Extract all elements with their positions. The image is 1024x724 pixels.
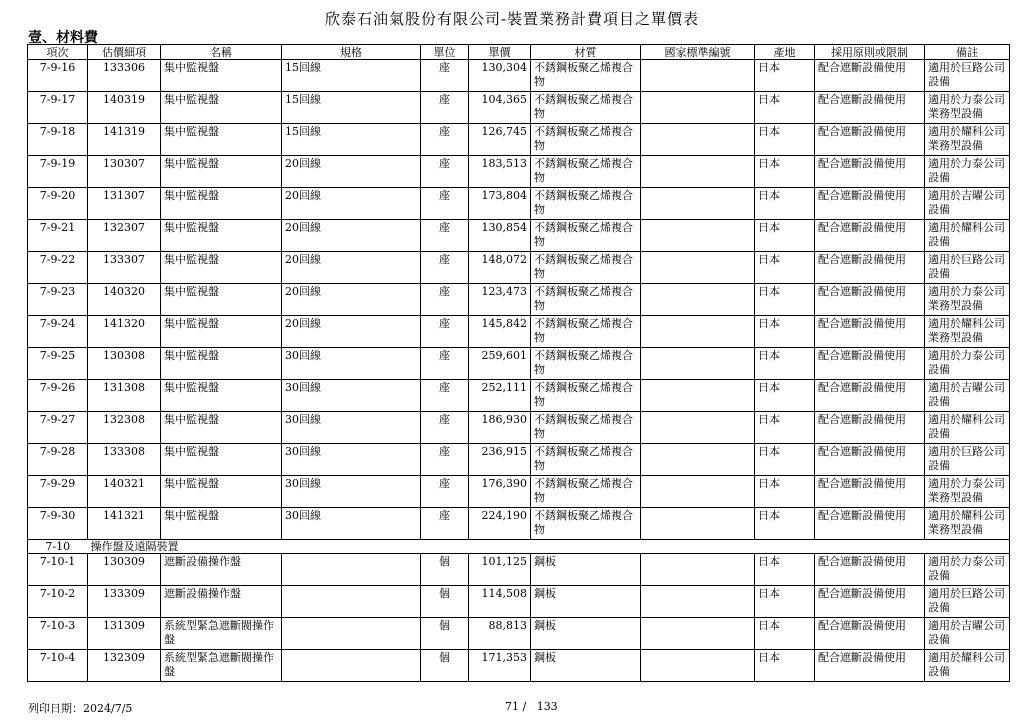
item-name-cell: 系統型緊急遮斷閥操作盤: [161, 650, 282, 682]
item-material-cell: 不銹鋼板聚乙烯複合物: [531, 380, 641, 412]
item-code-cell: 130308: [88, 348, 161, 380]
item-remark-cell: 適用於耀科公司設備: [925, 650, 1010, 682]
item-cns-cell: [641, 554, 755, 586]
item-principle-cell: 配合遮斷設備使用: [815, 650, 925, 682]
item-spec-cell: 30回線: [282, 508, 421, 540]
item-cns-cell: [641, 156, 755, 188]
item-spec-cell: 30回線: [282, 380, 421, 412]
group-no-cell: 7-10: [28, 540, 88, 554]
item-unit-cell: 座: [421, 252, 469, 284]
item-principle-cell: 配合遮斷設備使用: [815, 252, 925, 284]
item-cns-cell: [641, 650, 755, 682]
item-code-cell: 141319: [88, 124, 161, 156]
table-row: [28, 348, 1010, 380]
item-code-cell: 131307: [88, 188, 161, 220]
table-row: [28, 508, 1010, 540]
item-name-cell: 集中監視盤: [161, 252, 282, 284]
item-principle-cell: 配合遮斷設備使用: [815, 380, 925, 412]
item-remark-cell: 適用於力泰公司設備: [925, 348, 1010, 380]
item-remark-cell: 適用於吉曜公司設備: [925, 618, 1010, 650]
print-date: 列印日期：2024/7/5: [28, 702, 133, 715]
item-spec-cell: [282, 650, 421, 682]
item-remark-cell: 適用於耀科公司設備: [925, 412, 1010, 444]
item-principle-cell: 配合遮斷設備使用: [815, 124, 925, 156]
item-origin-cell: 日本: [755, 650, 815, 682]
item-no-cell: 7-9-27: [28, 412, 88, 444]
item-name-cell: 集中監視盤: [161, 92, 282, 124]
item-origin-cell: 日本: [755, 92, 815, 124]
item-price-cell: 101,125: [469, 554, 531, 586]
item-principle-cell: 配合遮斷設備使用: [815, 476, 925, 508]
table-row: [28, 618, 1010, 650]
item-name-cell: 集中監視盤: [161, 60, 282, 92]
item-name-cell: 集中監視盤: [161, 284, 282, 316]
item-material-cell: 不銹鋼板聚乙烯複合物: [531, 412, 641, 444]
table-row: [28, 284, 1010, 316]
item-material-cell: 鋼板: [531, 650, 641, 682]
item-origin-cell: 日本: [755, 188, 815, 220]
item-principle-cell: 配合遮斷設備使用: [815, 586, 925, 618]
item-material-cell: 不銹鋼板聚乙烯複合物: [531, 444, 641, 476]
header-cell: 估價細項: [88, 45, 161, 60]
item-principle-cell: 配合遮斷設備使用: [815, 444, 925, 476]
item-unit-cell: 座: [421, 188, 469, 220]
item-no-cell: 7-9-23: [28, 284, 88, 316]
item-price-cell: 259,601: [469, 348, 531, 380]
item-origin-cell: 日本: [755, 412, 815, 444]
item-spec-cell: 20回線: [282, 252, 421, 284]
item-cns-cell: [641, 60, 755, 92]
item-unit-cell: 座: [421, 348, 469, 380]
item-unit-cell: 座: [421, 380, 469, 412]
item-material-cell: 不銹鋼板聚乙烯複合物: [531, 60, 641, 92]
item-unit-cell: 座: [421, 444, 469, 476]
item-price-cell: 126,745: [469, 124, 531, 156]
item-origin-cell: 日本: [755, 284, 815, 316]
item-cns-cell: [641, 444, 755, 476]
item-remark-cell: 適用於耀科公司業務型設備: [925, 508, 1010, 540]
table-row: [28, 476, 1010, 508]
item-no-cell: 7-9-19: [28, 156, 88, 188]
item-cns-cell: [641, 124, 755, 156]
item-spec-cell: [282, 554, 421, 586]
item-principle-cell: 配合遮斷設備使用: [815, 618, 925, 650]
item-no-cell: 7-10-4: [28, 650, 88, 682]
item-remark-cell: 適用於吉曜公司設備: [925, 188, 1010, 220]
item-price-cell: 88,813: [469, 618, 531, 650]
section-heading: 壹、材料費: [28, 30, 98, 46]
table-row: [28, 412, 1010, 444]
item-origin-cell: 日本: [755, 586, 815, 618]
item-no-cell: 7-9-25: [28, 348, 88, 380]
item-principle-cell: 配合遮斷設備使用: [815, 92, 925, 124]
item-unit-cell: 個: [421, 554, 469, 586]
item-origin-cell: 日本: [755, 252, 815, 284]
table-row: [28, 554, 1010, 586]
item-material-cell: 不銹鋼板聚乙烯複合物: [531, 348, 641, 380]
item-no-cell: 7-10-1: [28, 554, 88, 586]
table-row: [28, 92, 1010, 124]
item-unit-cell: 個: [421, 618, 469, 650]
item-cns-cell: [641, 220, 755, 252]
item-cns-cell: [641, 586, 755, 618]
item-no-cell: 7-9-18: [28, 124, 88, 156]
item-no-cell: 7-9-24: [28, 316, 88, 348]
item-code-cell: 141320: [88, 316, 161, 348]
item-origin-cell: 日本: [755, 156, 815, 188]
table-row: [28, 252, 1010, 284]
item-principle-cell: 配合遮斷設備使用: [815, 156, 925, 188]
item-price-cell: 145,842: [469, 316, 531, 348]
item-principle-cell: 配合遮斷設備使用: [815, 60, 925, 92]
table-row: [28, 380, 1010, 412]
item-price-cell: 123,473: [469, 284, 531, 316]
item-cns-cell: [641, 316, 755, 348]
item-code-cell: 130309: [88, 554, 161, 586]
item-unit-cell: 座: [421, 60, 469, 92]
header-cell: 單價: [469, 45, 531, 60]
item-name-cell: 集中監視盤: [161, 444, 282, 476]
item-material-cell: 鋼板: [531, 586, 641, 618]
item-cns-cell: [641, 412, 755, 444]
item-code-cell: 131309: [88, 618, 161, 650]
item-material-cell: 鋼板: [531, 618, 641, 650]
item-cns-cell: [641, 380, 755, 412]
item-spec-cell: 20回線: [282, 156, 421, 188]
item-no-cell: 7-9-20: [28, 188, 88, 220]
item-origin-cell: 日本: [755, 444, 815, 476]
item-code-cell: 133308: [88, 444, 161, 476]
item-no-cell: 7-9-16: [28, 60, 88, 92]
item-unit-cell: 座: [421, 92, 469, 124]
item-remark-cell: 適用於巨路公司設備: [925, 252, 1010, 284]
item-no-cell: 7-9-17: [28, 92, 88, 124]
item-price-cell: 236,915: [469, 444, 531, 476]
item-material-cell: 不銹鋼板聚乙烯複合物: [531, 156, 641, 188]
item-material-cell: 不銹鋼板聚乙烯複合物: [531, 476, 641, 508]
header-cell: 產地: [755, 45, 815, 60]
item-code-cell: 141321: [88, 508, 161, 540]
item-spec-cell: 20回線: [282, 284, 421, 316]
item-unit-cell: 座: [421, 220, 469, 252]
item-cns-cell: [641, 188, 755, 220]
item-price-cell: 130,854: [469, 220, 531, 252]
item-spec-cell: 30回線: [282, 444, 421, 476]
item-price-cell: 173,804: [469, 188, 531, 220]
item-principle-cell: 配合遮斷設備使用: [815, 220, 925, 252]
item-principle-cell: 配合遮斷設備使用: [815, 348, 925, 380]
item-spec-cell: [282, 586, 421, 618]
item-origin-cell: 日本: [755, 508, 815, 540]
item-code-cell: 130307: [88, 156, 161, 188]
item-remark-cell: 適用於力泰公司業務型設備: [925, 284, 1010, 316]
item-name-cell: 系統型緊急遮斷閥操作盤: [161, 618, 282, 650]
item-price-cell: 130,304: [469, 60, 531, 92]
item-unit-cell: 個: [421, 650, 469, 682]
table-row: [28, 124, 1010, 156]
item-principle-cell: 配合遮斷設備使用: [815, 508, 925, 540]
header-cell: 材質: [531, 45, 641, 60]
item-spec-cell: 15回線: [282, 92, 421, 124]
item-price-cell: 171,353: [469, 650, 531, 682]
header-cell: 單位: [421, 45, 469, 60]
item-unit-cell: 個: [421, 586, 469, 618]
item-remark-cell: 適用於吉曜公司設備: [925, 380, 1010, 412]
item-origin-cell: 日本: [755, 476, 815, 508]
item-name-cell: 遮斷設備操作盤: [161, 586, 282, 618]
table-row: [28, 586, 1010, 618]
item-material-cell: 不銹鋼板聚乙烯複合物: [531, 508, 641, 540]
item-cns-cell: [641, 618, 755, 650]
item-name-cell: 集中監視盤: [161, 508, 282, 540]
item-remark-cell: 適用於力泰公司設備: [925, 156, 1010, 188]
item-price-cell: 252,111: [469, 380, 531, 412]
item-code-cell: 133307: [88, 252, 161, 284]
item-code-cell: 140320: [88, 284, 161, 316]
item-spec-cell: 15回線: [282, 60, 421, 92]
item-price-cell: 114,508: [469, 586, 531, 618]
item-remark-cell: 適用於巨路公司設備: [925, 586, 1010, 618]
item-no-cell: 7-9-26: [28, 380, 88, 412]
item-unit-cell: 座: [421, 476, 469, 508]
item-name-cell: 集中監視盤: [161, 220, 282, 252]
item-code-cell: 133306: [88, 60, 161, 92]
document-title: 欣泰石油氣股份有限公司-裝置業務計費項目之單價表: [324, 10, 700, 28]
item-name-cell: 遮斷設備操作盤: [161, 554, 282, 586]
item-unit-cell: 座: [421, 156, 469, 188]
item-code-cell: 140321: [88, 476, 161, 508]
item-principle-cell: 配合遮斷設備使用: [815, 412, 925, 444]
item-price-cell: 104,365: [469, 92, 531, 124]
item-unit-cell: 座: [421, 284, 469, 316]
item-origin-cell: 日本: [755, 348, 815, 380]
item-price-cell: 176,390: [469, 476, 531, 508]
item-remark-cell: 適用於耀科公司設備: [925, 220, 1010, 252]
item-material-cell: 不銹鋼板聚乙烯複合物: [531, 188, 641, 220]
item-principle-cell: 配合遮斷設備使用: [815, 284, 925, 316]
item-cns-cell: [641, 252, 755, 284]
item-origin-cell: 日本: [755, 618, 815, 650]
item-remark-cell: 適用於巨路公司設備: [925, 444, 1010, 476]
item-price-cell: 183,513: [469, 156, 531, 188]
item-spec-cell: [282, 618, 421, 650]
item-origin-cell: 日本: [755, 220, 815, 252]
item-spec-cell: 15回線: [282, 124, 421, 156]
item-spec-cell: 30回線: [282, 348, 421, 380]
item-origin-cell: 日本: [755, 316, 815, 348]
table-row: [28, 188, 1010, 220]
table-row: [28, 220, 1010, 252]
item-price-cell: 148,072: [469, 252, 531, 284]
item-origin-cell: 日本: [755, 124, 815, 156]
item-remark-cell: 適用於力泰公司設備: [925, 554, 1010, 586]
item-spec-cell: 30回線: [282, 476, 421, 508]
item-material-cell: 不銹鋼板聚乙烯複合物: [531, 220, 641, 252]
item-unit-cell: 座: [421, 124, 469, 156]
item-material-cell: 不銹鋼板聚乙烯複合物: [531, 252, 641, 284]
item-name-cell: 集中監視盤: [161, 124, 282, 156]
header-cell: 名稱: [161, 45, 282, 60]
item-name-cell: 集中監視盤: [161, 348, 282, 380]
item-code-cell: 133309: [88, 586, 161, 618]
item-origin-cell: 日本: [755, 380, 815, 412]
item-cns-cell: [641, 508, 755, 540]
item-principle-cell: 配合遮斷設備使用: [815, 554, 925, 586]
item-unit-cell: 座: [421, 508, 469, 540]
item-origin-cell: 日本: [755, 60, 815, 92]
item-no-cell: 7-9-21: [28, 220, 88, 252]
header-cell: 國家標準編號: [641, 45, 755, 60]
group-row: [28, 540, 1010, 554]
header-cell: 規格: [282, 45, 421, 60]
item-spec-cell: 20回線: [282, 188, 421, 220]
item-name-cell: 集中監視盤: [161, 412, 282, 444]
item-material-cell: 不銹鋼板聚乙烯複合物: [531, 92, 641, 124]
item-code-cell: 140319: [88, 92, 161, 124]
item-material-cell: 不銹鋼板聚乙烯複合物: [531, 284, 641, 316]
item-name-cell: 集中監視盤: [161, 316, 282, 348]
table-row: [28, 60, 1010, 92]
page-number: 71 / 133: [505, 700, 558, 713]
item-remark-cell: 適用於耀科公司業務型設備: [925, 316, 1010, 348]
item-spec-cell: 20回線: [282, 220, 421, 252]
item-name-cell: 集中監視盤: [161, 476, 282, 508]
item-cns-cell: [641, 284, 755, 316]
item-origin-cell: 日本: [755, 554, 815, 586]
item-remark-cell: 適用於耀科公司業務型設備: [925, 124, 1010, 156]
item-name-cell: 集中監視盤: [161, 380, 282, 412]
item-principle-cell: 配合遮斷設備使用: [815, 188, 925, 220]
item-no-cell: 7-10-2: [28, 586, 88, 618]
item-name-cell: 集中監視盤: [161, 188, 282, 220]
item-unit-cell: 座: [421, 316, 469, 348]
header-cell: 備註: [925, 45, 1010, 60]
header-cell: 採用原則或限制: [815, 45, 925, 60]
item-code-cell: 132307: [88, 220, 161, 252]
item-name-cell: 集中監視盤: [161, 156, 282, 188]
table-row: [28, 444, 1010, 476]
item-cns-cell: [641, 92, 755, 124]
item-code-cell: 131308: [88, 380, 161, 412]
item-unit-cell: 座: [421, 412, 469, 444]
item-no-cell: 7-9-28: [28, 444, 88, 476]
item-cns-cell: [641, 476, 755, 508]
price-table: [27, 44, 1010, 682]
item-no-cell: 7-9-29: [28, 476, 88, 508]
item-no-cell: 7-10-3: [28, 618, 88, 650]
item-spec-cell: 30回線: [282, 412, 421, 444]
item-cns-cell: [641, 348, 755, 380]
item-material-cell: 鋼板: [531, 554, 641, 586]
item-no-cell: 7-9-22: [28, 252, 88, 284]
item-code-cell: 132308: [88, 412, 161, 444]
group-title-cell: 操作盤及遠隔裝置: [88, 540, 1010, 554]
table-row: [28, 156, 1010, 188]
item-code-cell: 132309: [88, 650, 161, 682]
item-no-cell: 7-9-30: [28, 508, 88, 540]
table-row: [28, 650, 1010, 682]
item-spec-cell: 20回線: [282, 316, 421, 348]
item-remark-cell: 適用於巨路公司設備: [925, 60, 1010, 92]
item-material-cell: 不銹鋼板聚乙烯複合物: [531, 316, 641, 348]
item-remark-cell: 適用於力泰公司業務型設備: [925, 92, 1010, 124]
table-body: [28, 60, 1010, 682]
item-principle-cell: 配合遮斷設備使用: [815, 316, 925, 348]
item-remark-cell: 適用於力泰公司業務型設備: [925, 476, 1010, 508]
item-material-cell: 不銹鋼板聚乙烯複合物: [531, 124, 641, 156]
item-price-cell: 224,190: [469, 508, 531, 540]
header-row: [28, 45, 1010, 60]
item-price-cell: 186,930: [469, 412, 531, 444]
table-row: [28, 316, 1010, 348]
header-cell: 項次: [28, 45, 88, 60]
